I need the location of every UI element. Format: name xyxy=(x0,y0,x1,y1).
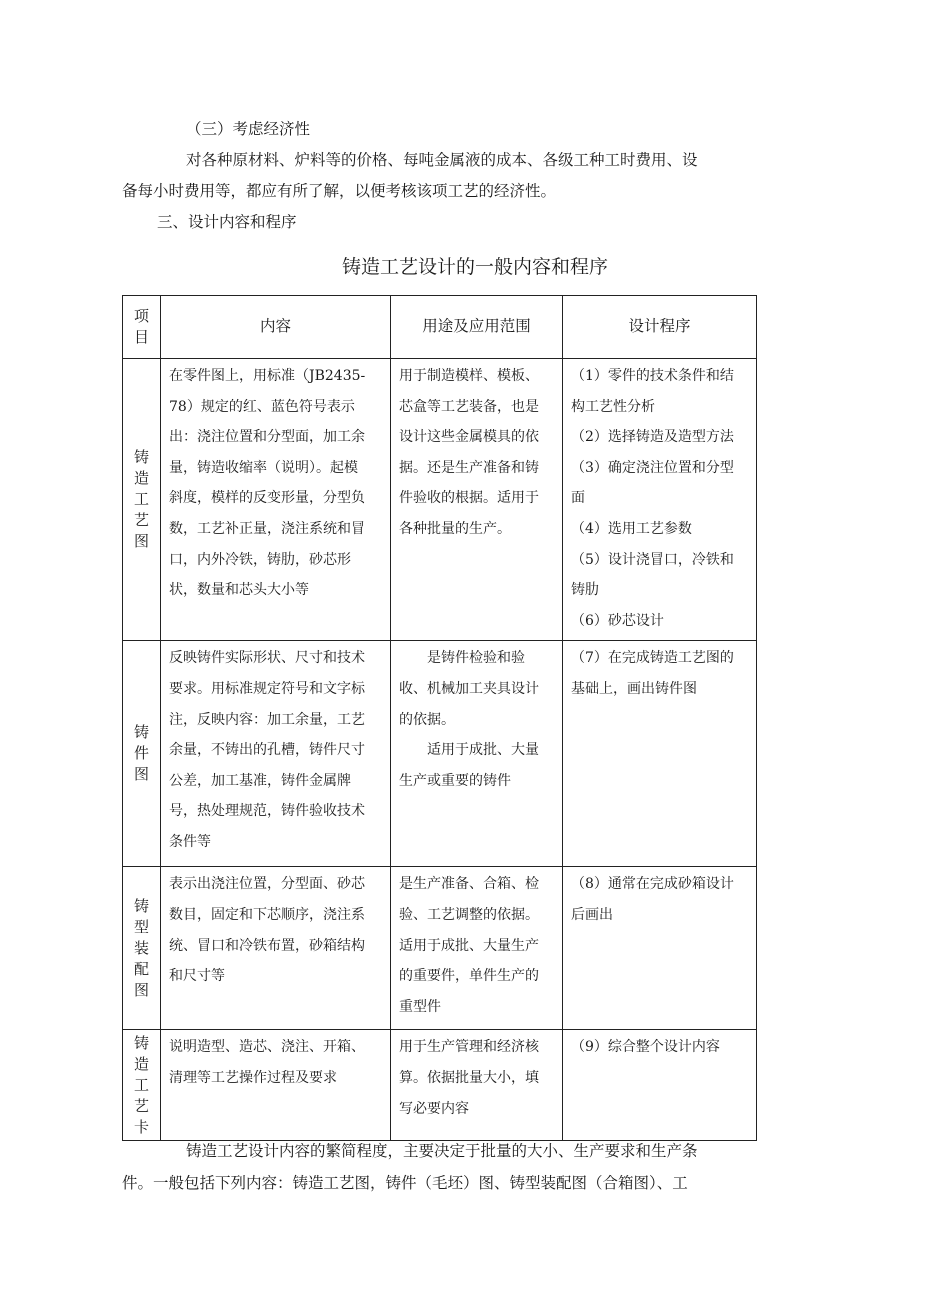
section-heading: 三、设计内容和程序 xyxy=(157,213,297,231)
paragraph-summary-line-1: 铸造工艺设计内容的繁简程度，主要决定于批量的大小、生产要求和生产条 xyxy=(186,1142,698,1160)
paragraph-summary-line-2: 件。一般包括下列内容：铸造工艺图，铸件（毛坯）图、铸型装配图（合箱图）、工 xyxy=(122,1174,688,1192)
header-procedure: 设计程序 xyxy=(563,296,757,359)
row-procedure: （8）通常在完成砂箱设计 后画出 xyxy=(563,867,757,1030)
row-content: 说明造型、造芯、浇注、开箱、 清理等工艺操作过程及要求 xyxy=(161,1030,391,1141)
table-row-process-card xyxy=(123,1030,757,1141)
table-row-casting-drawing xyxy=(123,641,757,867)
paragraph-economy-line-1: 对各种原材料、炉料等的价格、每吨金属液的成本、各级工种工时费用、设 xyxy=(186,151,698,169)
row-usage: 是铸件检验和验 收、机械加工夹具设计 的依据。 适用于成批、大量 生产或重要的铸件 xyxy=(391,641,563,867)
row-item-label: 铸 件 图 xyxy=(123,641,161,867)
table-header-row xyxy=(123,296,757,359)
header-content: 内容 xyxy=(161,296,391,359)
table-title: 铸造工艺设计的一般内容和程序 xyxy=(341,256,608,278)
row-usage: 用于制造模样、模板、 芯盒等工艺装备，也是 设计这些金属模具的依 据。还是生产准备和铸 件验收的根据。适用于 各种批量的生产。 xyxy=(391,359,563,641)
paragraph-economy-line-2: 备每小时费用等，都应有所了解，以便考核该项工艺的经济性。 xyxy=(122,182,557,200)
row-item-label: 铸 型 装 配 图 xyxy=(123,867,161,1030)
header-usage: 用途及应用范围 xyxy=(391,296,563,359)
row-content: 表示出浇注位置，分型面、砂芯 数目，固定和下芯顺序，浇注系 统、冒口和冷铁布置，砂箱结构 和尺寸等 xyxy=(161,867,391,1030)
row-procedure: （1）零件的技术条件和结 构工艺性分析 （2）选择铸造及造型方法 （3）确定浇注位置和分型 面 （4）选用工艺参数 （5）设计浇冒口，冷铁和 铸肋 （6）砂芯设计 xyxy=(563,359,757,641)
row-usage: 是生产准备、合箱、检 验、工艺调整的依据。 适用于成批、大量生产 的重要件，单件生产的 重型件 xyxy=(391,867,563,1030)
row-procedure: （7）在完成铸造工艺图的 基础上，画出铸件图 xyxy=(563,641,757,867)
table-row-process-drawing xyxy=(123,359,757,641)
subheading-economy: （三）考虑经济性 xyxy=(186,120,311,138)
row-content: 在零件图上，用标准（JB2435- 78）规定的红、蓝色符号表示 出：浇注位置和分型面，加工余 量，铸造收缩率（说明）。起模 斜度，模样的反变形量，分型负 数，工艺补正量，浇注系统和冒 口，内外冷铁，铸肋，砂芯形 状，数量和芯头大小等 xyxy=(161,359,391,641)
casting-process-table xyxy=(122,295,757,1141)
header-item: 项 目 xyxy=(123,296,161,359)
row-item-label: 铸 造 工 艺 卡 xyxy=(123,1030,161,1141)
row-procedure: （9）综合整个设计内容 xyxy=(563,1030,757,1141)
table-row-mold-assembly xyxy=(123,867,757,1030)
row-item-label: 铸 造 工 艺 图 xyxy=(123,359,161,641)
row-usage: 用于生产管理和经济核 算。依据批量大小，填 写必要内容 xyxy=(391,1030,563,1141)
row-content: 反映铸件实际形状、尺寸和技术 要求。用标准规定符号和文字标 注，反映内容：加工余量，工艺 余量，不铸出的孔槽，铸件尺寸 公差，加工基准，铸件金属牌 号，热处理规范，铸件验收技术 条件等 xyxy=(161,641,391,867)
